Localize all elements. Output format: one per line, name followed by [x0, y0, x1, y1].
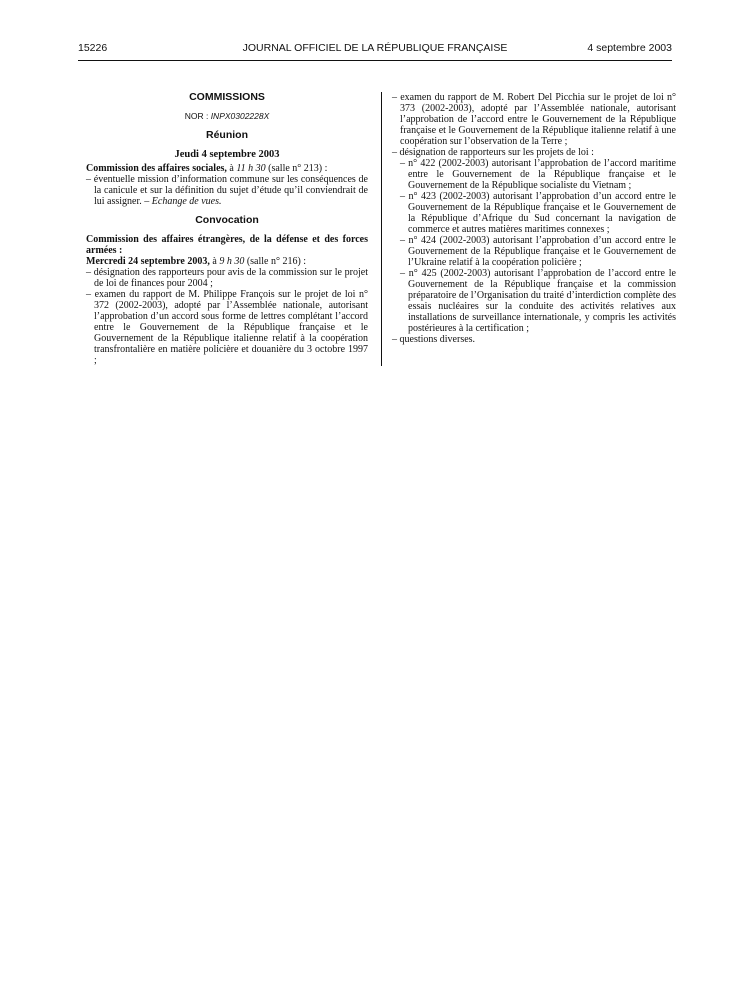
agenda-item: – examen du rapport de M. Robert Del Picchia sur le projet de loi n° 373 (2002-2003), adopté par l’Assemblée nationale, autorisant l’approbation de l’accord entre le Gouvernement de la République française et le Gouvernement de la République italienne relatif à une coopération sur l’observation de la Terre ;: [392, 92, 676, 147]
sub-item: – n° 424 (2002-2003) autorisant l’approbation d’un accord entre le Gouvernement de la République française et le Gouvernement de l’Ukraine relatif à la coopération policière ;: [400, 235, 676, 268]
word-a: à: [229, 163, 234, 174]
nor-code: INPX0302228X: [210, 111, 270, 121]
commission-name: Commission des affaires sociales,: [86, 163, 227, 174]
sub-item: – n° 423 (2002-2003) autorisant l’approbation d’un accord entre le Gouvernement de la République française et le Gouvernement de la République d’Afrique du Sud concernant la navigation de commerce et autres matières maritimes connexes ;: [400, 191, 676, 235]
agenda-item: [86, 174, 368, 207]
agenda-item: – désignation de rapporteurs sur les projets de loi :: [392, 147, 594, 158]
reunion-title: Réunion: [206, 129, 248, 141]
commission-name: Commission des affaires étrangères, de la défense et des forces armées :: [86, 234, 368, 256]
issue-date: 4 septembre 2003: [587, 42, 672, 54]
left-column: [86, 92, 368, 366]
agenda-item-note: Echange de vues.: [151, 196, 222, 207]
meeting-room: (salle n° 216) :: [246, 256, 307, 267]
page-header: [78, 42, 672, 60]
sub-item: – n° 425 (2002-2003) autorisant l’approbation de l’accord entre le Gouvernement de la République française et la commission préparatoire de l’Organisation du traité d’interdiction complète des essais nucléaires sur la conduite des activités relatives aux installations de surveillance internationale, y compris les activités postérieures à la certification ;: [400, 268, 676, 334]
meeting-time: 11 h 30: [236, 163, 266, 174]
nor-label: NOR :: [184, 111, 209, 121]
meeting-date: Jeudi 4 septembre 2003: [174, 149, 280, 160]
meeting-day: Mercredi 24 septembre 2003,: [86, 256, 210, 267]
agenda-item: – désignation des rapporteurs pour avis de la commission sur le projet de loi de finances pour 2004 ;: [86, 267, 368, 289]
header-rule: [78, 60, 672, 61]
agenda-item-text: – éventuelle mission d’information commune sur les conséquences de la canicule et sur la définition du sujet d’étude qu’il conviendrait de lui assigner. –: [86, 174, 368, 207]
meeting-time: 9 h 30: [219, 256, 245, 267]
agenda-item: – examen du rapport de M. Philippe François sur le projet de loi n° 372 (2002-2003), adopté par l’Assemblée nationale, autorisant l’approbation d’un accord sous forme de lettres complétant l’accord entre le Gouvernement de la République française et le Gouvernement de la République italienne relatif à la coopération transfrontalière en matière policière et douanière du 3 octobre 1997 ;: [86, 289, 368, 366]
journal-title: JOURNAL OFFICIEL DE LA RÉPUBLIQUE FRANÇAISE: [242, 42, 508, 54]
page-number: 15226: [78, 42, 108, 54]
meeting-room: (salle n° 213) :: [268, 163, 328, 174]
convocation-title: Convocation: [195, 214, 259, 226]
commission-heading: [86, 163, 368, 174]
section-title: COMMISSIONS: [189, 91, 265, 103]
nor-reference: [86, 111, 368, 122]
agenda-item: – questions diverses.: [392, 334, 476, 345]
sub-item: – n° 422 (2002-2003) autorisant l’approbation de l’accord maritime entre le Gouvernement de la République française et le Gouvernement de la République socialiste du Vietnam ;: [400, 158, 676, 191]
meeting-schedule: [86, 256, 368, 267]
column-divider: [381, 92, 382, 366]
right-column: [392, 92, 676, 345]
word-a: à: [212, 256, 217, 267]
